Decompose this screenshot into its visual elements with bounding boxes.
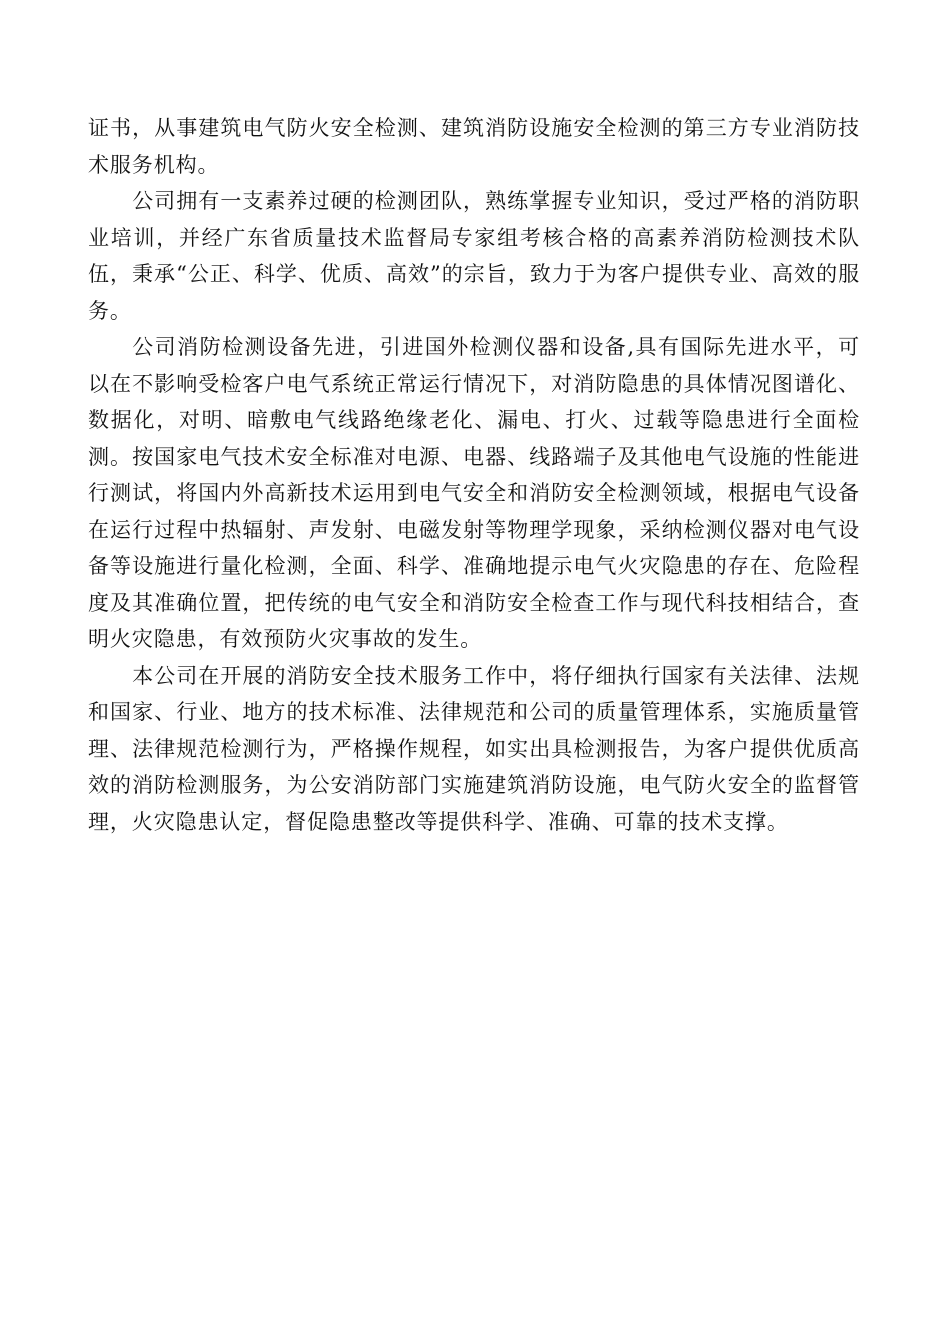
paragraph-continuation: 证书，从事建筑电气防火安全检测、建筑消防设施安全检测的第三方专业消防技术服务机构。 (88, 116, 860, 177)
paragraph-services: 本公司在开展的消防安全技术服务工作中，将仔细执行国家有关法律、法规和国家、行业、地方的技术标准、法律规范和公司的质量管理体系，实施质量管理、法律规范检测行为，严格操作规程，如实出具检测报告，为客户提供优质高效的消防检测服务，为公安消防部门实施建筑消防设施，电气防火安全的监督管理，火灾隐患认定，督促隐患整改等提供科学、准确、可靠的技术支撑。 (88, 663, 860, 834)
paragraph-equipment: 公司消防检测设备先进，引进国外检测仪器和设备,具有国际先进水平，可以在不影响受检客户电气系统正常运行情况下，对消防隐患的具体情况图谱化、数据化，对明、暗敷电气线路绝缘老化、漏电、打火、过载等隐患进行全面检测。按国家电气技术安全标准对电源、电器、线路端子及其他电气设施的性能进行测试，将国内外高新技术运用到电气安全和消防安全检测领域，根据电气设备在运行过程中热辐射、声发射、电磁发射等物理学现象，采纳检测仪器对电气设备等设施进行量化检测，全面、科学、准确地提示电气火灾隐患的存在、危险程度及其准确位置，把传统的电气安全和消防安全检查工作与现代科技相结合，查明火灾隐患，有效预防火灾事故的发生。 (88, 335, 860, 651)
document-body (88, 110, 860, 840)
paragraph-team: 公司拥有一支素养过硬的检测团队，熟练掌握专业知识，受过严格的消防职业培训，并经广东省质量技术监督局专家组考核合格的高素养消防检测技术队伍，秉承“公正、科学、优质、高效”的宗旨，致力于为客户提供专业、高效的服务。 (88, 189, 860, 323)
